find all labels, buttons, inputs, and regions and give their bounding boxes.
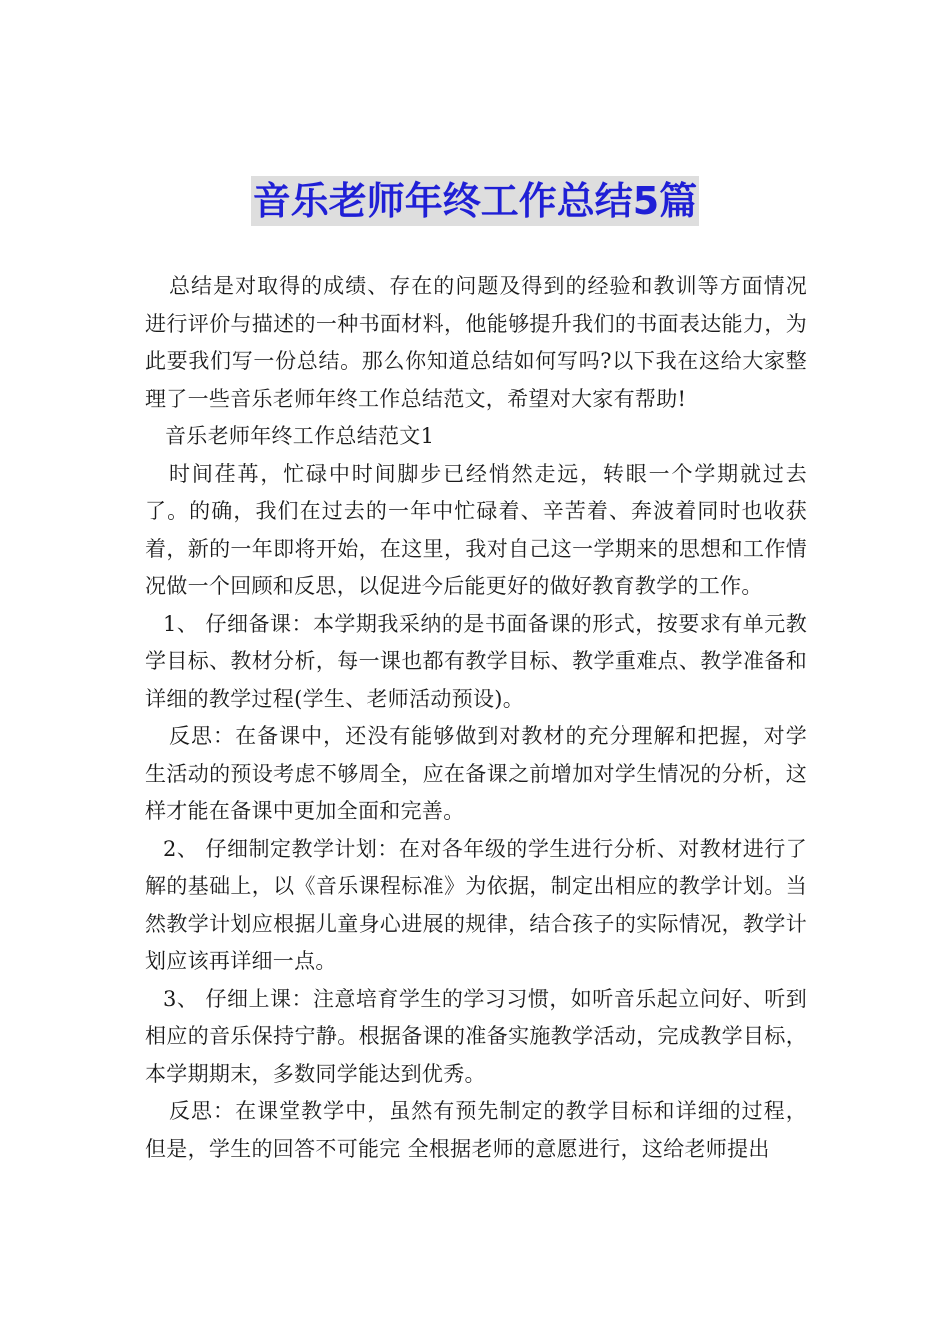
section-heading: 音乐老师年终工作总结范文1 bbox=[165, 424, 435, 448]
body-paragraph: 时间荏苒，忙碌中时间脚步已经悄然走远，转眼一个学期就过去了。的确，我们在过去的一年中忙碌着、辛苦着、奔波着同时也收获着，新的一年即将开始，在这里，我对自己这一学期来的思想和工作情况做一个回顾和反思，以促进今后能更好的做好教育教学的工作。 bbox=[145, 461, 807, 598]
reflection-paragraph-1: 反思：在备课中，还没有能够做到对教材的充分理解和把握，对学生活动的预设考虑不够周全，应在备课之前增加对学生情况的分析，这样才能在备课中更加全面和完善。 bbox=[145, 724, 807, 823]
document-body bbox=[145, 268, 807, 1168]
intro-paragraph: 总结是对取得的成绩、存在的问题及得到的经验和教训等方面情况进行评价与描述的一种书面材料，他能够提升我们的书面表达能力，为此要我们写一份总结。那么你知道总结如何写吗?以下我在这给大家整理了一些音乐老师年终工作总结范文，希望对大家有帮助! bbox=[145, 274, 807, 411]
numbered-paragraph-3: 3、 仔细上课：注意培育学生的学习习惯，如听音乐起立问好、听到相应的音乐保持宁静。根据备课的准备实施教学活动，完成教学目标，本学期期末，多数同学能达到优秀。 bbox=[145, 986, 807, 1086]
numbered-paragraph-1: 1、 仔细备课：本学期我采纳的是书面备课的形式，按要求有单元教学目标、教材分析，每一课也都有教学目标、教学重难点、教学准备和详细的教学过程(学生、老师活动预设)。 bbox=[145, 611, 807, 711]
reflection-paragraph-2: 反思：在课堂教学中，虽然有预先制定的教学目标和详细的过程，但是，学生的回答不可能完 全根据老师的意愿进行，这给老师提出 bbox=[145, 1099, 807, 1161]
numbered-paragraph-2: 2、 仔细制定教学计划：在对各年级的学生进行分析、对教材进行了解的基础上，以《音乐课程标准》为依据，制定出相应的教学计划。当然教学计划应根据儿童身心进展的规律，结合孩子的实际情况，教学计划应该再详细一点。 bbox=[145, 836, 807, 973]
title-container bbox=[0, 176, 950, 226]
document-title: 音乐老师年终工作总结5篇 bbox=[251, 176, 699, 226]
